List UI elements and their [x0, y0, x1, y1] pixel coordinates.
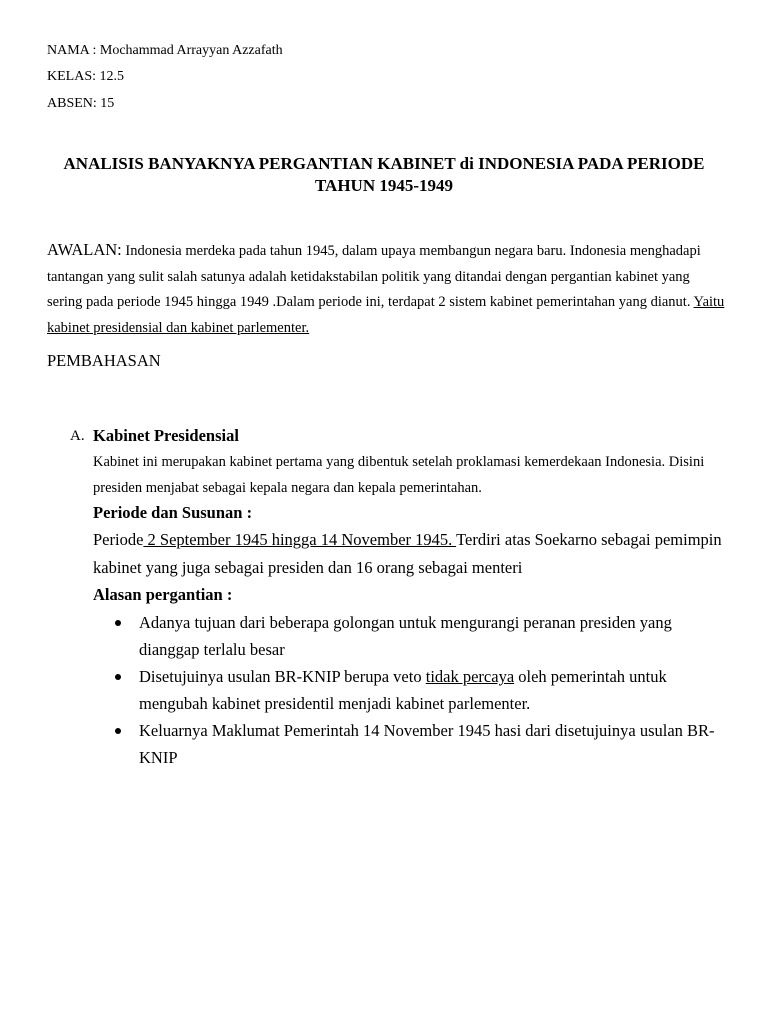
list-item-text: Keluarnya Maklumat Pemerintah 14 November 1945 hasi dari disetujuinya usulan BR-KNIP: [139, 721, 715, 767]
intro-lead: AWALAN:: [47, 240, 122, 259]
list-item-text: Disetujuinya usulan BR-KNIP berupa veto: [139, 667, 426, 686]
periode-paragraph: [93, 526, 723, 581]
bullet-icon: [115, 620, 121, 626]
intro-text: Indonesia merdeka pada tahun 1945, dalam upaya membangun negara baru. Indonesia menghadapi tantangan yang sulit salah satunya adalah ketidakstabilan politik yang ditandai dengan pergantian kabinet yang sering pada periode 1945 hingga 1949 .Dalam periode ini, terdapat 2 sistem kabinet pemerintahan yang dianut.: [47, 243, 701, 310]
list-item-text: Adanya tujuan dari beberapa golongan untuk mengurangi peranan presiden yang dianggap terlalu besar: [139, 613, 672, 659]
subsection-body: [93, 425, 723, 771]
subsection-marker: A.: [70, 428, 85, 444]
periode-dates: 2 September 1945 hingga 14 November 1945.: [143, 530, 457, 549]
alasan-list: [93, 609, 723, 771]
list-item: [93, 663, 723, 717]
document-title: ANALISIS BANYAKNYA PERGANTIAN KABINET di INDONESIA PADA PERIODE TAHUN 1945-1949: [63, 154, 705, 195]
list-item: [93, 717, 723, 771]
alasan-heading: Alasan pergantian :: [93, 585, 233, 604]
periode-suffix: Terdiri atas Soekarno sebagai pemimpin kabinet yang juga sebagai presiden dan 16 orang sebagai menteri: [93, 530, 722, 577]
student-class: KELAS: 12.5: [47, 69, 124, 84]
periode-heading: Periode dan Susunan :: [93, 503, 253, 522]
periode-prefix: Periode: [93, 530, 144, 549]
bullet-icon: [115, 728, 121, 734]
intro-paragraph: [47, 237, 727, 341]
bullet-icon: [115, 674, 121, 680]
list-item-text: oleh pemerintah untuk mengubah kabinet presidentil menjadi kabinet parlementer.: [139, 667, 667, 713]
list-item: [93, 609, 723, 663]
student-attendance-number: ABSEN: 15: [47, 96, 115, 111]
intro-underlined-text: Yaitu kabinet presidensial dan kabinet parlementer.: [47, 294, 725, 336]
subsection-description: Kabinet ini merupakan kabinet pertama yang dibentuk setelah proklamasi kemerdekaan Indonesia. Disini presiden menjabat sebagai kepala negara dan kepala pemerintahan.: [93, 454, 705, 496]
student-name: NAMA : Mochammad Arrayyan Azzafath: [47, 43, 283, 58]
section-heading: PEMBAHASAN: [47, 351, 161, 370]
list-item-underlined-text: tidak percaya: [425, 667, 515, 686]
subsection-title: Kabinet Presidensial: [93, 426, 239, 445]
